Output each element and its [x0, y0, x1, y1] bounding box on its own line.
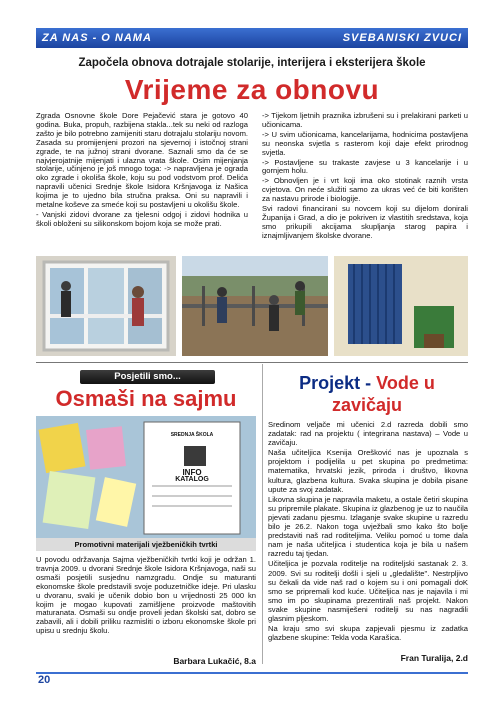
article2-kicker: Posjetili smo...: [80, 370, 215, 384]
page-footer-rule: [36, 672, 468, 688]
header-section-label: ZA NAS - O NAMA: [42, 32, 152, 44]
article3-title: [266, 372, 468, 416]
section-divider: [36, 362, 468, 363]
photo-catalog-info-label: INFO: [182, 468, 202, 477]
article3-paragraph: Učiteljica je pozvala roditelje na roditeljski sastanak 2. 3. 2009. Svi su roditelji došli i sjeli u „gledalište". Nestrpljivo su čekali da vide naš rad o kojem su i oni pomagali doK smo se pripremali kod kuće. Učiteljica nas je najavila i mi smo im po skupinama prezentirali naš projekt. Nakon svake skupine nasmiješeni roditelji su nas nagradili glasnim pljeskom.: [268, 559, 468, 623]
article3-body: [268, 420, 468, 643]
article2-title: Osmaši na sajmu: [55, 386, 237, 411]
article1-paragraph: - Vanjski zidovi dvorane za tjelesni odgoj i zidovi hodnika u školi obloženi su silikonskom bojom koja se može prati.: [36, 209, 248, 228]
photo-promo-materials: [36, 416, 256, 538]
article3-paragraph: Likovna skupina je napravila maketu, a ostale četiri skupina su pripremile plakate. Skupina iz glazbenog je uz to naučila pjevati zadanu pjesmu. Izlaganje svake skupine u razredu bilo je 26.2. Nakon toga uvježbali smo kako što bolje predstaviti naš rad roditeljima. Veliku pomoć u tome dala nam je naša učiteljica i studentica koja je bila u našem razredu taj tjedan.: [268, 494, 468, 559]
page-header-bar: [36, 28, 468, 48]
article1-left-column: [36, 112, 248, 230]
article1-paragraph: -> U svim učionicama, kancelarijama, hodnicima postavljena su neonska svjetla s rasterom koji daje efekt prirodnog svjetla.: [262, 129, 468, 157]
page-number: 20: [38, 674, 51, 686]
article1-title: Vrijeme za obnovu: [124, 74, 380, 105]
article3-title-prefix: Projekt -: [299, 373, 377, 393]
article3-title-rest: Vode u zavičaju: [331, 373, 435, 415]
column-divider: [262, 364, 263, 664]
photo-new-windows: [36, 256, 176, 356]
article1-paragraph: -> Tijekom ljetnih praznika izbrušeni su i prelakirani parketi u učionicama.: [262, 111, 468, 129]
article1-paragraph: -> Obnovljen je i vrt koji ima oko stotinak raznih vrsta cvjetova. On neće služiti samo za ukras već će biti korišten za nastavu prirode i biologije.: [262, 176, 468, 204]
photo-fence-construction: [182, 256, 328, 356]
article1-paragraph: Zgrada Osnovne škole Dore Pejačević stara je gotovo 40 godina. Buka, propuh, razbijena stakla...tek su neki od razloga zašto je bilo potrebno zamijeniti staru dotrajalu stolariju novom. Zasada su promijenjeni prozori na sjevernoj i istočnoj strani zgrade, te na južnoj strani dvorane. Saznali smo da će se najvjerojatnije mijenjati i ulazna vrata škole. Osim mijenjanja stolarije, učinjeno je još mnogo toga: -> napravljena je ograda oko zgrade i okoliša škole, koju su pod vodstvom prof. Delića napravili učenici Srednje škole Isidora Kršnjavoga iz Našica kojima je to ujedno bila stručna praksa. Oni su napravili i metalne koševe za smeće koji su postavljeni u okolišu škole.: [36, 111, 248, 210]
article3-author: Fran Turalija, 2.d: [400, 653, 468, 663]
article1-paragraph: Svi radovi financirani su novcem koji su dijelom donirali Županija i Grad, a dio je pokriven iz vlastitih sredstava, koja smo prikupili akcijama skupljanja starog papira i iznajmljivanjem školske dvorane.: [262, 204, 468, 240]
photo-catalog-school-label: SREDNJA ŠKOLA: [170, 432, 214, 438]
article2-author: Barbara Lukačić, 8.a: [173, 656, 256, 666]
article3-paragraph: Na kraju smo svi skupa zapjevali pjesmu iz zadatka glazbene skupine: Tekla voda Karašica.: [268, 624, 468, 643]
article1-paragraph: -> Postavljene su trakaste zavjese u 3 kancelarije i u gornjem holu.: [262, 157, 468, 176]
photo-blinds-hall: [334, 256, 468, 356]
article2-paragraph: U povodu održavanja Sajma vježbeničkih tvrtki koji je održan 1. travnja 2009. u dvorani Srednje škole Isidora Kršnjavoga, naši su osmaši posjetili susjednu namzgradu. Ondje su maturanti ekonomske škole predstavili svoje poduzetničke ideje. Pri ulasku u dvoranu, svaki je učenik dobio bon u vrijednosti 25 000 kn kojim je mogao kupovati zamišljene proizvode maštovitih maturanata. Osmaši su ondje proveli jedan školski sat, dobro se zabavili, ali i dobili priliku razmisliti o izboru ekonomske škole pri upisu u srednju školu.: [36, 555, 256, 636]
header-magazine-name: SVEBANISKI ZVUCI: [342, 32, 462, 44]
article1-subtitle: Započela obnova dotrajale stolarije, interijera i eksterijera škole: [78, 57, 426, 69]
article3-paragraph: Naša učiteljica Ksenija Orešković nas je upoznala s projektom i podijelila u pet skupina po predmetima: matematika, hrvatski jezik, priroda i društvo, likovna kultura, glazbena kultura. Svaka skupina je dobila pisane upute za svoj zadatak.: [268, 448, 468, 494]
article1-right-column: [262, 112, 468, 242]
photo-caption: Promotivni materijali vježbeničkih tvrtki: [36, 538, 256, 551]
photo-catalog-katalog-label: KATALOG: [175, 476, 209, 483]
article3-paragraph: Sredinom veljače mi učenici 2.d razreda dobili smo zadatak: rad na projektu ( integrirana nastava) – Vode u zavičaju.: [268, 420, 468, 448]
article2-body: [36, 556, 256, 637]
